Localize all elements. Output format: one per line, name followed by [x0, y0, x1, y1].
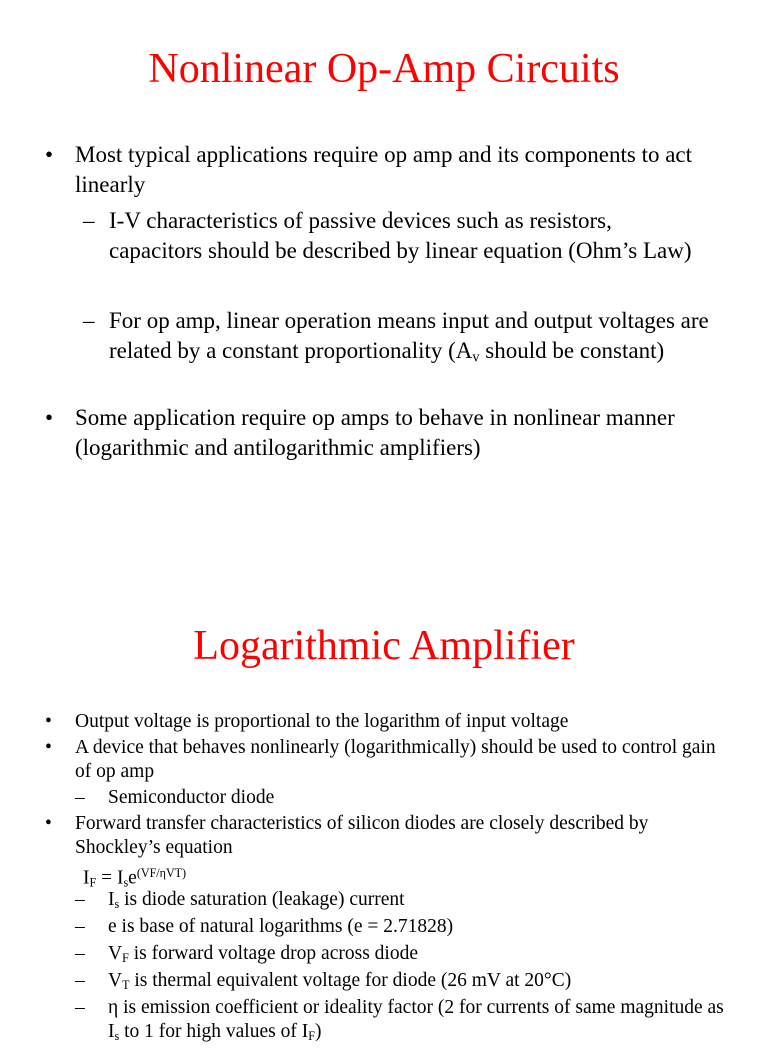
bullet-marker: •	[45, 711, 52, 732]
bullet-marker: •	[45, 405, 54, 430]
bullet-text: A device that behaves nonlinearly (logarithmically) should be used to control gain of op amp	[75, 737, 716, 782]
sub-bullet-item	[75, 888, 728, 916]
bullet-marker: •	[45, 142, 54, 167]
sub-bullet-item	[83, 306, 709, 373]
sub-bullet-text: e is base of natural logarithms (e = 2.71828)	[108, 916, 454, 937]
bullet-item	[45, 403, 715, 463]
bullet-text: Output voltage is proportional to the logarithm of input voltage	[75, 711, 569, 732]
bullet-marker: •	[45, 737, 52, 758]
slide-title: Logarithmic Amplifier	[193, 623, 575, 669]
sub-bullet-text: $V_T$ is thermal equivalent voltage for diode (26 mV at 20°C)	[108, 970, 572, 993]
sub-bullet-item	[75, 786, 728, 810]
dash-marker: –	[75, 997, 85, 1018]
dash-marker: –	[83, 308, 95, 333]
sub-bullet-text: η is emission coefficient or ideality factor (2 for currents of same magnitude as $I_s$ to 1 for high values of $I_F$)	[108, 997, 724, 1044]
subscript: v	[472, 349, 480, 366]
dash-marker: –	[75, 787, 85, 808]
dash-marker: –	[75, 889, 85, 910]
dash-marker: –	[75, 970, 85, 991]
dash-marker: –	[83, 208, 95, 233]
sub-bullet-text: For op amp, linear operation means input and output voltages are related by a constant proportionality ($A_v$ should be constant)	[109, 308, 709, 366]
sub-bullet-text: $I_s$ is diode saturation (leakage) current	[108, 889, 405, 912]
sub-bullet-item	[75, 915, 728, 939]
bullet-text: Most typical applications require op amp and its components to act linearly	[75, 142, 693, 197]
bullet-item	[45, 812, 725, 860]
dash-marker: –	[75, 943, 85, 964]
bullet-marker: •	[45, 813, 52, 834]
sub-bullet-text: Semiconductor diode	[108, 787, 275, 808]
sub-bullet-text: $V_F$ is forward voltage drop across diode	[108, 943, 418, 966]
sub-bullet-item	[75, 942, 728, 970]
sub-bullet-item	[75, 996, 728, 1048]
slide-title: Nonlinear Op-Amp Circuits	[148, 46, 620, 92]
sub-bullet-text: I-V characteristics of passive devices such as resistors, capacitors should be described by linear equation (Ohm’s Law)	[109, 208, 692, 263]
sub-bullet-item	[83, 206, 709, 266]
bullet-item	[45, 736, 725, 784]
shockley-equation: $I_F = I_se^{(VF/\eta VT)}$	[83, 866, 187, 890]
dash-marker: –	[75, 916, 85, 937]
slide-logarithmic-amplifier	[0, 512, 768, 1044]
bullet-text: Forward transfer characteristics of silicon diodes are closely described by Shockley’s equation	[75, 813, 649, 858]
slide-nonlinear-op-amp	[0, 0, 768, 512]
sub-bullet-item	[75, 969, 728, 997]
bullet-item	[45, 710, 725, 734]
bullet-text: Some application require op amps to behave in nonlinear manner (logarithmic and antilogarithmic amplifiers)	[75, 405, 675, 460]
bullet-item	[45, 140, 715, 200]
